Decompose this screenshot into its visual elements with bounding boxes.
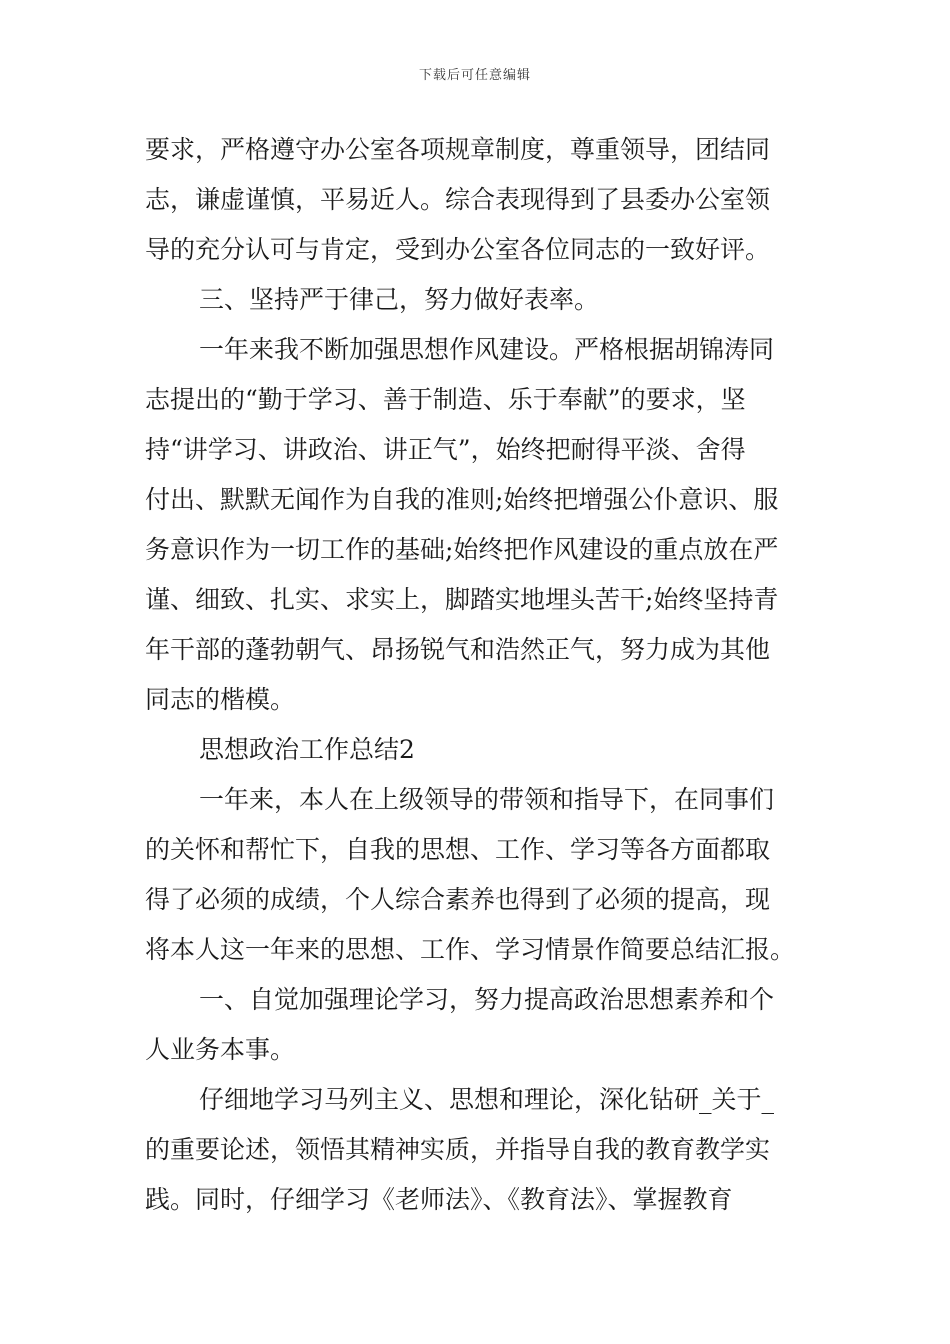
body-line: 志提出的“勤于学习、善于制造、乐于奉献”的要求，坚 xyxy=(145,385,746,414)
body-line: 导的充分认可与肯定，受到办公室各位同志的一致好评。 xyxy=(145,235,771,264)
body-line: 年干部的蓬勃朝气、昂扬锐气和浩然正气，努力成为其他 xyxy=(145,635,771,664)
body-line: 谨、细致、扎实、求实上，脚踏实地埋头苦干;始终坚持青 xyxy=(145,585,779,614)
section-heading: 一、自觉加强理论学习，努力提高政治思想素养和个 xyxy=(199,985,775,1014)
body-line: 同志的楷模。 xyxy=(145,685,296,714)
body-line: 付出、默默无闻作为自我的准则;始终把增强公仆意识、服 xyxy=(145,485,779,514)
section-heading: 三、坚持严于律己，努力做好表率。 xyxy=(199,285,600,314)
body-line: 将本人这一年来的思想、工作、学习情景作简要总结汇报。 xyxy=(145,935,796,964)
body-line: 得了必须的成绩，个人综合素养也得到了必须的提高，现 xyxy=(145,885,771,914)
body-line: 一年来我不断加强思想作风建设。严格根据胡锦涛同 xyxy=(199,335,775,364)
section-heading-cont: 人业务本事。 xyxy=(145,1035,296,1064)
body-line: 践。同时，仔细学习《老师法》、《教育法》、掌握教育 xyxy=(145,1185,733,1214)
body-line: 仔细地学习马列主义、思想和理论，深化钻研_关于_ xyxy=(199,1085,775,1114)
body-line: 的关怀和帮忙下，自我的思想、工作、学习等各方面都取 xyxy=(145,835,771,864)
article-title: 思想政治工作总结2 xyxy=(199,735,415,764)
body-line: 志，谦虚谨慎，平易近人。综合表现得到了县委办公室领 xyxy=(145,185,771,214)
body-line: 一年来，本人在上级领导的带领和指导下，在同事们 xyxy=(199,785,775,814)
body-line: 持“讲学习、讲政治、讲正气”，始终把耐得平淡、舍得 xyxy=(145,435,746,464)
page-header: 下载后可任意编辑 xyxy=(418,68,531,83)
body-line: 的重要论述，领悟其精神实质，并指导自我的教育教学实 xyxy=(145,1135,771,1164)
body-line: 务意识作为一切工作的基础;始终把作风建设的重点放在严 xyxy=(145,535,779,564)
body-line: 要求，严格遵守办公室各项规章制度，尊重领导，团结同 xyxy=(145,135,771,164)
document-body xyxy=(145,125,805,1225)
